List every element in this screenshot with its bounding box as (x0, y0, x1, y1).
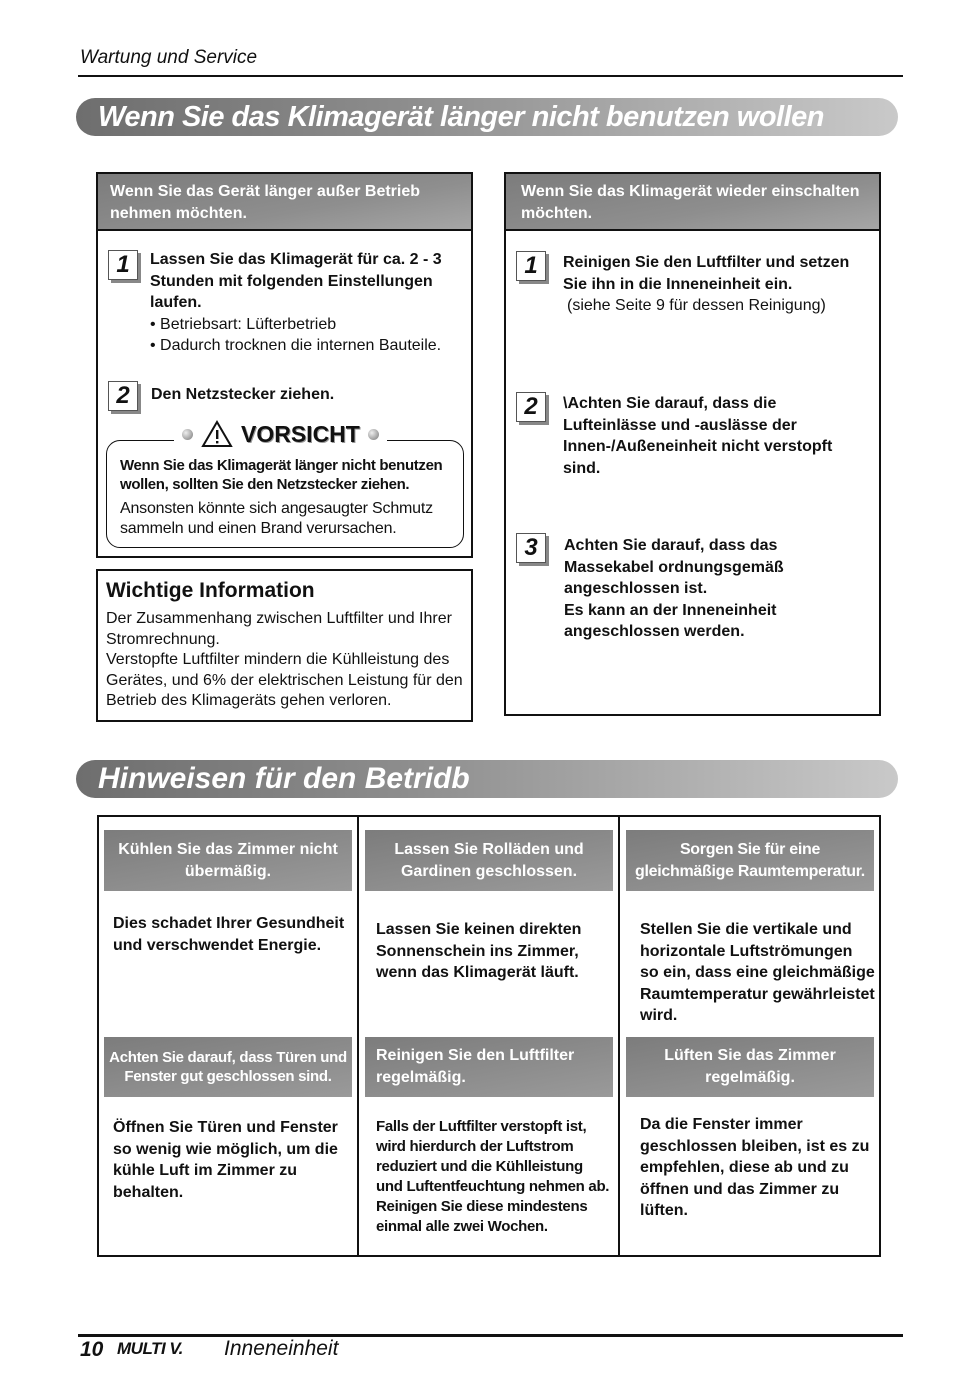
step-text: Achten Sie darauf, dass das Massekabel ordnungsgemäß angeschlossen ist. Es kann an der Inneneinheit angeschlossen werden. (564, 537, 784, 640)
divider (357, 815, 359, 1257)
info-text: Der Zusammenhang zwischen Luftfilter und Ihrer Stromrechnung. Verstopfte Luftfilter mindern die Kühlleistung des Gerätes, und 6% der elektrischen Leistung für den Betrieb des Klimageräts gehen verloren. (106, 610, 463, 709)
tip-heading: Lassen Sie Rolläden und Gardinen geschlossen. (365, 830, 613, 891)
section-title: Wenn Sie das Klimagerät länger nicht benutzen wollen (76, 98, 898, 136)
step-number: 1 (516, 251, 546, 281)
caution-title (174, 420, 387, 448)
box-heading: Wenn Sie das Klimagerät wieder einschalten möchten. (506, 174, 879, 231)
bullet-dot-icon (182, 429, 193, 440)
box-heading: Wenn Sie das Gerät länger außer Betrieb nehmen möchten. (98, 174, 471, 231)
step-text (563, 252, 863, 316)
step-text (150, 249, 460, 356)
tip-text: Falls der Luftfilter verstopft ist, wird hierdurch der Luftstrom reduziert und die Kühlleistung und Luftentfeuchtung nehmen ab. Reinigen Sie diese mindestens einmal alle zwei Wochen. (376, 1118, 610, 1235)
tip-heading: Achten Sie darauf, dass Türen und Fenster gut geschlossen sind. (104, 1037, 352, 1097)
warning-icon (201, 420, 233, 448)
step-bullet: • Betriebsart: Lüfterbetrieb (150, 315, 337, 333)
page-number: 10 (80, 1338, 104, 1361)
tip-heading: Kühlen Sie das Zimmer nicht übermäßig. (104, 830, 352, 891)
section-label: Wartung und Service (80, 47, 258, 68)
step-text: Den Netzstecker ziehen. (151, 386, 335, 403)
tip-text: Lassen Sie keinen direkten Sonnenschein ins Zimmer, wenn das Klimagerät läuft. (376, 921, 582, 981)
divider (618, 815, 620, 1257)
tip-text: Stellen Sie die vertikale und horizontale Luftströmungen so ein, dass eine gleichmäßige Raumtemperatur gewährleistet wird. (640, 921, 875, 1024)
tip-text: Da die Fenster immer geschlossen bleiben, ist es zu empfehlen, diese ab und zu öffnen und das Zimmer zu lüften. (640, 1116, 870, 1219)
caution-bold: Wenn Sie das Klimagerät länger nicht benutzen wollen, sollten Sie den Netzstecker ziehen. (120, 457, 443, 493)
info-title: Wichtige Information (106, 579, 315, 602)
caution-label: VORSICHT (241, 420, 360, 447)
caution-text: Ansonsten könnte sich angesaugter Schmutz sammeln und einen Brand verursachen. (120, 500, 433, 537)
step-bullet: • Dadurch trocknen die internen Bauteile. (150, 336, 442, 354)
tip-text: Öffnen Sie Türen und Fenster so wenig wie möglich, um die kühle Luft im Zimmer zu behalten. (113, 1119, 338, 1201)
section-title: Hinweisen für den Betridb (76, 760, 898, 798)
multi-v-logo: MULTI V. (117, 1339, 183, 1358)
caution-box (106, 440, 464, 548)
footer-rule (78, 1334, 903, 1337)
tip-text: Dies schadet Ihrer Gesundheit und verschwendet Energie. (113, 915, 345, 954)
step-text-main: Reinigen Sie den Luftfilter und setzen Sie ihn in die Inneneinheit ein. (563, 254, 850, 293)
step-number: 2 (516, 392, 546, 422)
step-note: (siehe Seite 9 für dessen Reinigung) (567, 297, 826, 314)
step-text: \Achten Sie darauf, dass die Lufteinlässe und -auslässe der Innen-/Außeneinheit nicht verstopft sind. (563, 395, 833, 477)
tip-heading: Lüften Sie das Zimmer regelmäßig. (626, 1037, 874, 1097)
step-number: 3 (516, 533, 546, 563)
info-box (96, 569, 473, 722)
tip-heading: Reinigen Sie den Luftfilter regelmäßig. (365, 1037, 613, 1097)
header-rule (78, 75, 903, 77)
step-number: 1 (108, 250, 138, 280)
step-text-main: Lassen Sie das Klimagerät für ca. 2 - 3 Stunden mit folgenden Einstellungen laufen. (150, 251, 442, 311)
unit-label: Inneneinheit (224, 1337, 339, 1360)
bullet-dot-icon (368, 429, 379, 440)
tip-heading: Sorgen Sie für eine gleichmäßige Raumtemperatur. (626, 830, 874, 891)
step-number: 2 (108, 381, 138, 411)
